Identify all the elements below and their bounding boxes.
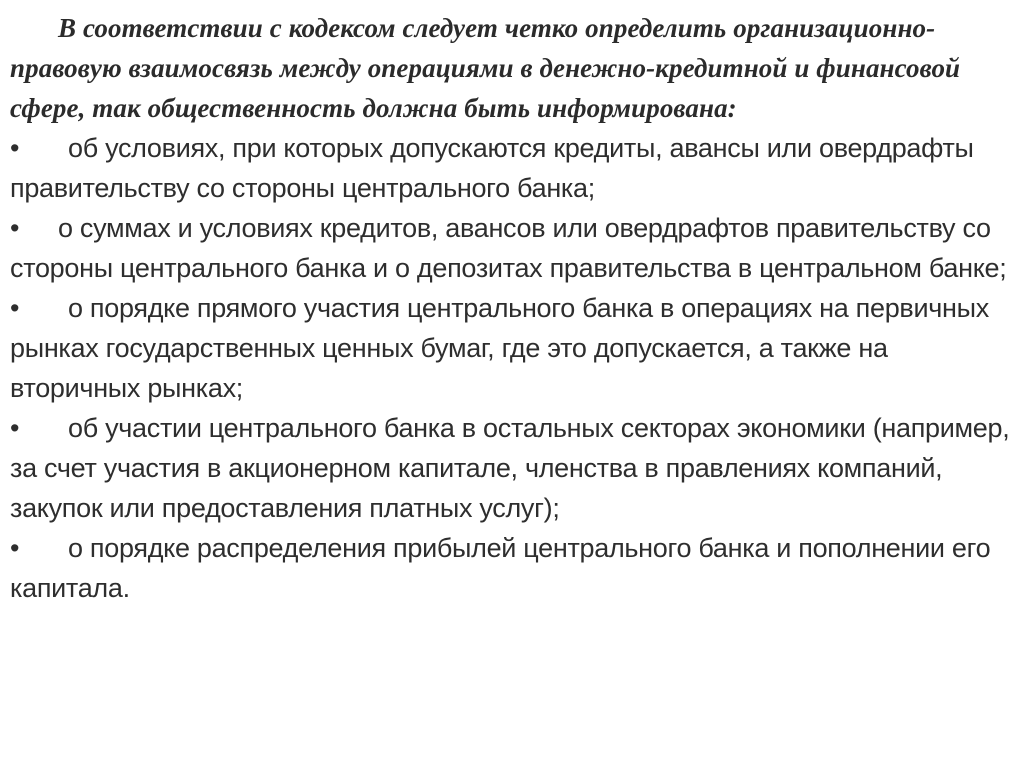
list-item-text: о порядке прямого участия центрального банка в операциях на первичных рынках государственных ценных бумаг, где это допускается, а также на вторичных рынках; [10, 293, 989, 403]
list-item-text: о порядке распределения прибылей центрального банка и пополнении его капитала. [10, 533, 991, 603]
list-item-text: об участии центрального банка в остальных секторах экономики (например, за счет участия в акционерном капитале, членства в правлениях компаний, закупок или предоставления платных услуг); [10, 413, 1010, 523]
bullet-icon: • [10, 533, 20, 563]
bullet-icon: • [10, 293, 20, 323]
list-item [10, 208, 1012, 288]
bullet-icon: • [10, 413, 20, 443]
list-item-text: о суммах и условиях кредитов, авансов или овердрафтов правительству со стороны центрального банка и о депозитах правительства в центральном банке; [10, 213, 1007, 283]
provisions-list [10, 128, 1012, 608]
bullet-icon: • [10, 213, 20, 243]
list-item [10, 528, 1012, 608]
intro-paragraph: В соответствии с кодексом следует четко определить организационно-правовую взаимосвязь между операциями в денежно-кредитной и финансовой сфере, так общественность должна быть информирована: [10, 13, 961, 123]
list-item-text: об условиях, при которых допускаются кредиты, авансы или овердрафты правительству со стороны центрального банка; [10, 133, 974, 203]
list-item [10, 288, 1012, 408]
list-item [10, 408, 1012, 528]
bullet-icon: • [10, 133, 20, 163]
list-item [10, 128, 1012, 208]
